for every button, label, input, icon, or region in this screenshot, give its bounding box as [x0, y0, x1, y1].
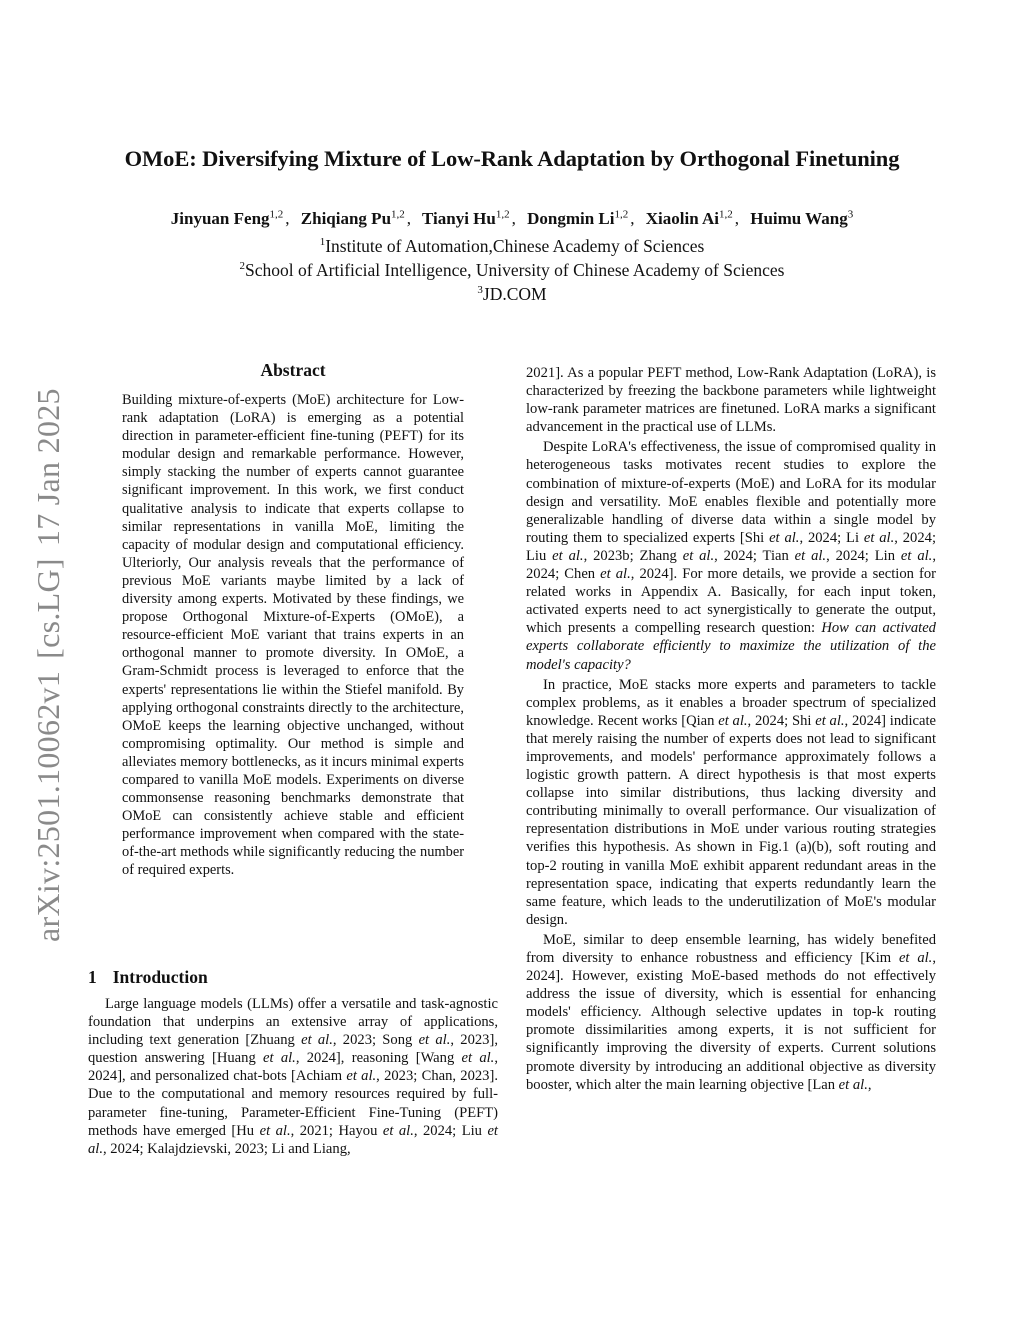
abstract-text: Building mixture-of-experts (MoE) architecture for Low-rank adaptation (LoRA) is emerging as a potential direction in parameter-efficient fine-tuning (PEFT) for its modular design and remarkable performance. However, simply stacking the number of experts cannot guarantee significant improvement. In this work, we first conduct qualitative analysis to indicate that experts collapse to similar representations in vanilla MoE, limiting the capacity of modular design and computational efficiency. Ulteriorly, Our analysis reveals that the performance of previous MoE variants maybe limited by a lack of diversity among experts. Motivated by these findings, we propose Orthogonal Mixture-of-Experts (OMoE), a resource-efficient MoE variant that trains experts in an orthogonal manner to promote diversity. In OMoE, a Gram-Schmidt process is leveraged to enforce that the experts' representations lie within the Stiefel manifold. By applying orthogonal constraints directly to the architecture, OMoE keeps the learning objective unchanged, without compromising optimality. Our method is simple and alleviates memory bottlenecks, as it incurs minimal experts compared to vanilla MoE models. Experiments on diverse commonsense reasoning benchmarks demonstrate that OMoE can consistently achieve stable and efficient performance improvement when compared with the state-of-the-art methods while significantly reducing the number of required experts. — [122, 392, 464, 879]
affiliation: $^3$JD.COM — [477, 284, 547, 304]
paragraph: Large language models (LLMs) offer a versatile and task-agnostic foundation that underpins an extensive array of applications, including text generation [Zhuang et al., 2023; Song et al., 2023], question answering [Huang et al., 2024], reasoning [Wang et al., 2024], and personalized chat-bots [Achiam et al., 2023; Chan, 2023]. Due to the computational and memory resources required by full-parameter fine-tuning, Parameter-Efficient Fine-Tuning (PEFT) methods have emerged [Hu et al., 2021; Hayou et al., 2024; Liu et al., 2024; Kalajdzievski, 2023; Li and Liang, — [88, 996, 498, 1157]
affiliation: $^1$Institute of Automation,Chinese Academy of Sciences — [319, 236, 705, 256]
section-heading-introduction: 1 Introduction — [88, 967, 208, 987]
left-column — [88, 995, 498, 1158]
paragraph: Despite LoRA's effectiveness, the issue of compromised quality in heterogeneous tasks motivates recent studies to explore the combination of mixture-of-experts (MoE) and LoRA for its modular design and versatility. MoE enables flexible and potentially more generalizable handling of diverse data within a single model by routing them to specialized experts [Shi et al., 2024; Li et al., 2024; Liu et al., 2023b; Zhang et al., 2024; Tian et al., 2024; Lin et al., 2024; Chen et al., 2024]. For more details, we provide a section for related works in Appendix A. Basically, for each input token, activated experts need to act synergistically to generate the output, which presents a compelling research question: How can activated experts collaborate efficiently to maximize the utilization of the model's capacity? — [526, 439, 937, 673]
author: Jinyuan Feng$^{1,2}$ — [170, 208, 284, 228]
paragraph: 2021]. As a popular PEFT method, Low-Rank Adaptation (LoRA), is characterized by freezing the backbone parameters while lightweight low-rank parameter matrices are finetuned. LoRA marks a significant advancement in the practical use of LLMs. — [526, 365, 936, 436]
paragraph: In practice, MoE stacks more experts and parameters to tackle complex problems, as it enables a broader spectrum of specialized knowledge. Recent works [Qian et al., 2024; Shi et al., 2024] indicate that merely raising the number of experts does not lead to significant improvements, and models' performance approximately follows a logistic growth pattern. A direct hypothesis is that most experts collapse into similar distributions, thus lacking diversity and contributing minimally to overall performance. Our visualization of representation distributions in MoE under various routing strategies verifies this hypothesis. As shown in Fig.1 (a)(b), soft routing and top-2 routing in vanilla MoE exhibit apparent redundant areas in the representation space, indicating that experts redundantly learn the same feature, which leads to the underutilization of MoE's modular design. — [526, 676, 936, 928]
author: Huimu Wang$^3$ — [750, 208, 854, 228]
arxiv-stamp: arXiv:2501.10062v1[cs.LG]17 Jan 2025 — [30, 388, 66, 942]
author: Xiaolin Ai$^{1,2}$ — [645, 208, 733, 228]
right-column — [526, 364, 936, 1094]
author: Dongmin Li$^{1,2}$ — [527, 208, 629, 228]
paragraph: MoE, similar to deep ensemble learning, has widely benefited from diversity to enhance robustness and efficiency [Kim et al., 2024]. However, existing MoE-based methods do not effectively address the issue of diversity, which is essential for enhancing models' efficiency. Although selective updates in top-k routing promote dissimilarities among experts, it is not sufficient for significantly improving the diversity of experts. Current solutions promote diversity by introducing an additional objective as diversity booster, which alter the main learning objective [Lan et al., — [526, 931, 936, 1093]
author: Tianyi Hu$^{1,2}$ — [421, 208, 510, 228]
paper-title: OMoE: Diversifying Mixture of Low-Rank Adaptation by Orthogonal Finetuning — [124, 146, 900, 171]
author-list: Jinyuan Feng$^{1,2}$ , Zhiqiang Pu$^{1,2}$ , Tianyi Hu$^{1,2}$ , Dongmin Li$^{1,2}$ , Xiaolin Ai$^{1,2}$ , Huimu Wang$^3$ — [170, 208, 854, 228]
abstract-heading: Abstract — [260, 360, 326, 380]
affiliation: $^2$School of Artificial Intelligence, University of Chinese Academy of Sciences — [239, 260, 785, 280]
author: Zhiqiang Pu$^{1,2}$ — [300, 208, 405, 228]
